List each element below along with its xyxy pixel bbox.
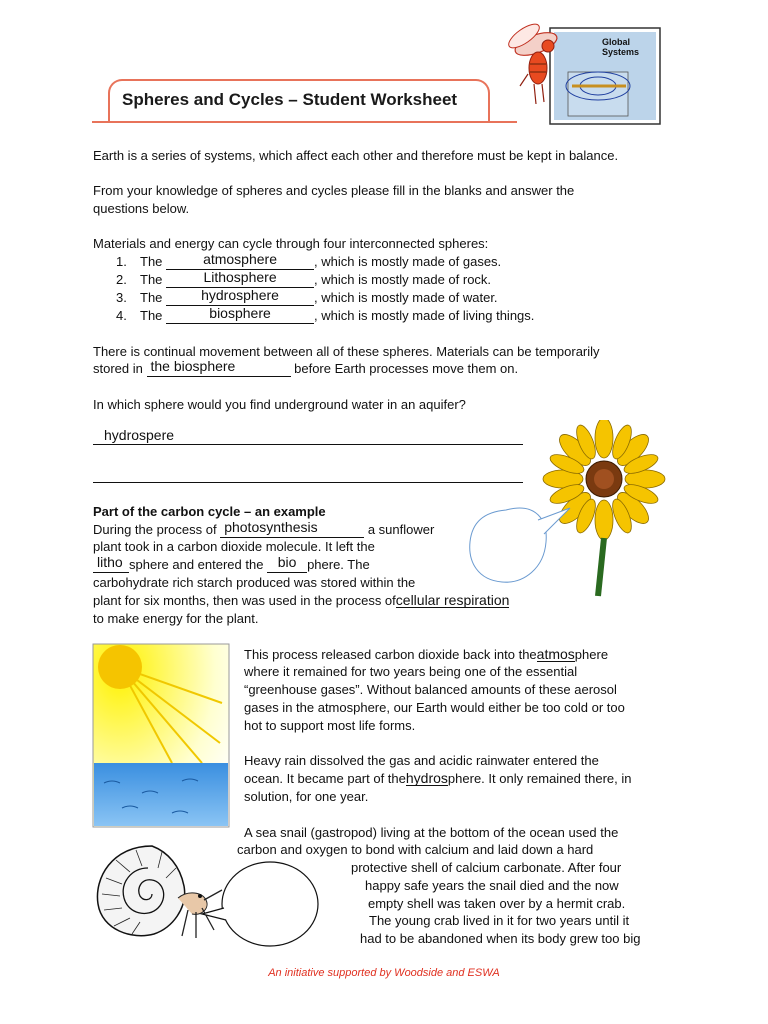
sphere-item-2: 2. The Lithosphere , which is mostly made of rock.	[116, 269, 492, 287]
rain-line-2: ocean. It became part of thehydrosphere. It only remained there, in	[244, 770, 632, 786]
logo-text-global: Global	[602, 37, 631, 47]
answer-blank-bio[interactable]: bio	[267, 557, 307, 573]
aquifer-answer-line-2[interactable]	[93, 466, 523, 483]
snail-line-6: The young crab lived in it for two years until it	[369, 913, 630, 928]
snail-line-5: empty shell was taken over by a hermit crab.	[368, 896, 626, 911]
carbon-line-1: During the process of photosynthesis a sunflower	[93, 519, 435, 537]
answer-blank-4[interactable]: biosphere	[166, 308, 314, 324]
carbon-line-4: carbohydrate rich starch produced was stored within the	[93, 575, 416, 590]
rain-line-3: solution, for one year.	[244, 789, 369, 804]
rain-line-1: Heavy rain dissolved the gas and acidic rainwater entered the	[244, 753, 599, 768]
footer-credit: An initiative supported by Woodside and ESWA	[268, 967, 500, 979]
snail-line-1: A sea snail (gastropod) living at the bottom of the ocean used the	[244, 825, 619, 840]
answer-blank-photosynthesis[interactable]: photosynthesis	[220, 522, 364, 538]
aquifer-answer-line-1[interactable]: hydrospere	[93, 428, 523, 445]
snail-line-3: protective shell of calcium carbonate. After four	[351, 860, 622, 875]
release-line-4: gases in the atmosphere, our Earth would either be too cold or too	[244, 700, 625, 715]
intro-paragraph-1: Earth is a series of systems, which affect each other and therefore must be kept in balance.	[93, 148, 619, 163]
carbon-line-3: litho sphere and entered the bio phere. The	[93, 556, 370, 573]
movement-line-2: stored in the biosphere before Earth processes move them on.	[93, 358, 519, 376]
release-line-1: This process released carbon dioxide back into theatmosphere	[244, 646, 609, 662]
snail-line-2: carbon and oxygen to bond with calcium and laid down a hard	[237, 842, 594, 857]
sun-and-sea-image	[92, 643, 230, 828]
answer-blank-3[interactable]: hydrosphere	[166, 290, 314, 306]
logo-text-systems: Systems	[602, 47, 640, 57]
snail-line-4: happy safe years the snail died and the now	[365, 878, 619, 893]
speech-bubble-sunflower	[466, 502, 578, 588]
sphere-item-1: 1. The atmosphere , which is mostly made of gases.	[116, 251, 502, 269]
release-line-3: “greenhouse gases”. Without balanced amounts of these aerosol	[244, 682, 617, 697]
answer-blank-2[interactable]: Lithosphere	[166, 272, 314, 288]
snail-line-7: had to be abandoned when its body grew too big	[360, 931, 641, 946]
spheres-intro: Materials and energy can cycle through four interconnected spheres:	[93, 236, 489, 251]
intro-paragraph-2a: From your knowledge of spheres and cycles please fill in the blanks and answer the	[93, 183, 575, 198]
answer-blank-hydros[interactable]: hydros	[405, 770, 448, 786]
page-title: Spheres and Cycles – Student Worksheet	[122, 90, 458, 109]
answer-blank-atmos[interactable]: atmos	[536, 646, 575, 662]
release-line-2: where it remained for two years being one of the essential	[244, 664, 578, 679]
carbon-line-6: to make energy for the plant.	[93, 611, 259, 626]
answer-blank-litho[interactable]: litho	[93, 557, 129, 573]
carbon-line-5: plant for six months, then was used in the process ofcellular respiration	[93, 592, 510, 608]
sphere-item-3: 3. The hydrosphere , which is mostly made of water.	[116, 287, 498, 305]
answer-blank-respiration[interactable]: cellular respiration	[395, 592, 510, 608]
sphere-item-4: 4. The biosphere , which is mostly made of living things.	[116, 305, 535, 323]
answer-blank-storage[interactable]: the biosphere	[147, 361, 291, 377]
global-systems-logo	[498, 14, 663, 126]
title-underline	[92, 121, 517, 123]
speech-bubble-crab	[196, 860, 326, 952]
carbon-cycle-heading: Part of the carbon cycle – an example	[93, 504, 326, 519]
answer-blank-1[interactable]: atmosphere	[166, 254, 314, 270]
aquifer-question: In which sphere would you find underground water in an aquifer?	[93, 397, 466, 412]
intro-paragraph-2b: questions below.	[93, 201, 190, 216]
movement-line-1: There is continual movement between all of these spheres. Materials can be temporarily	[93, 344, 600, 359]
release-line-5: hot to support most life forms.	[244, 718, 416, 733]
carbon-line-2: plant took in a carbon dioxide molecule. It left the	[93, 539, 375, 554]
